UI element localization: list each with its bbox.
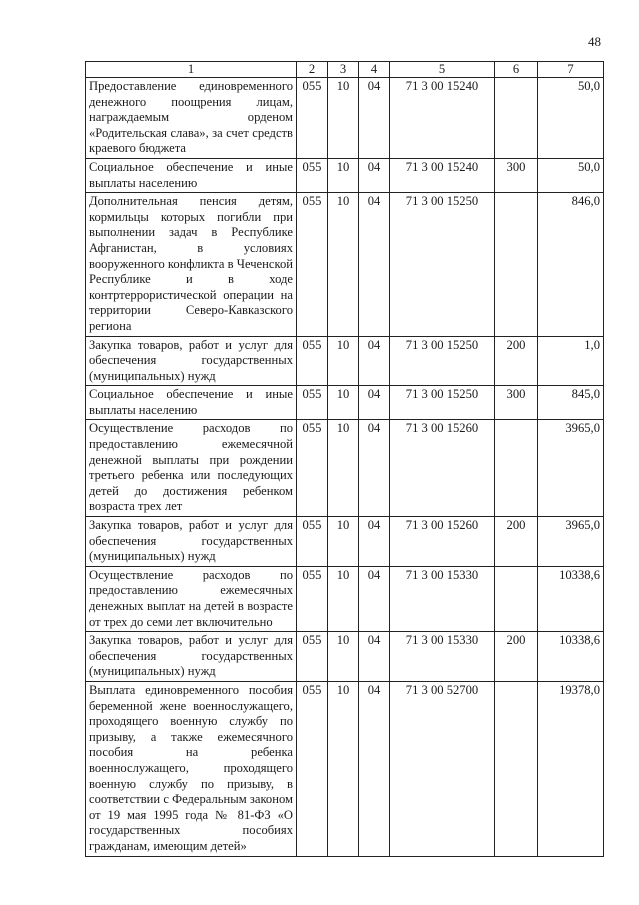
expense-type-code <box>495 420 538 517</box>
ministry-code: 055 <box>297 420 328 517</box>
table-row <box>86 386 604 420</box>
header-cell: 3 <box>328 62 359 78</box>
section-code: 10 <box>328 517 359 567</box>
row-name: Закупка товаров, работ и услуг для обеспечения государственных (муниципальных) нужд <box>86 632 297 682</box>
expense-type-code: 300 <box>495 158 538 192</box>
section-code: 10 <box>328 336 359 386</box>
section-code: 10 <box>328 681 359 856</box>
row-name: Закупка товаров, работ и услуг для обеспечения государственных (муниципальных) нужд <box>86 517 297 567</box>
row-name: Предоставление единовременного денежного поощрения лицам, награждаемым орденом «Родительская слава», за счет средств краевого бюджета <box>86 78 297 159</box>
subsection-code: 04 <box>359 420 390 517</box>
ministry-code: 055 <box>297 386 328 420</box>
section-code: 10 <box>328 193 359 336</box>
subsection-code: 04 <box>359 681 390 856</box>
expense-type-code: 300 <box>495 386 538 420</box>
table-header-row <box>86 62 604 78</box>
table-row <box>86 193 604 336</box>
ministry-code: 055 <box>297 566 328 631</box>
expense-type-code: 200 <box>495 632 538 682</box>
amount: 50,0 <box>538 158 604 192</box>
amount: 10338,6 <box>538 632 604 682</box>
table-row <box>86 336 604 386</box>
ministry-code: 055 <box>297 193 328 336</box>
subsection-code: 04 <box>359 158 390 192</box>
amount: 50,0 <box>538 78 604 159</box>
target-article-code: 71 3 00 15260 <box>390 517 495 567</box>
ministry-code: 055 <box>297 517 328 567</box>
ministry-code: 055 <box>297 336 328 386</box>
section-code: 10 <box>328 158 359 192</box>
row-name: Закупка товаров, работ и услуг для обеспечения государственных (муниципальных) нужд <box>86 336 297 386</box>
target-article-code: 71 3 00 15240 <box>390 158 495 192</box>
expense-type-code: 200 <box>495 517 538 567</box>
target-article-code: 71 3 00 15250 <box>390 336 495 386</box>
amount: 845,0 <box>538 386 604 420</box>
target-article-code: 71 3 00 52700 <box>390 681 495 856</box>
row-name: Осуществление расходов по предоставлению ежемесячных денежных выплат на детей в возрасте от трех до семи лет включительно <box>86 566 297 631</box>
ministry-code: 055 <box>297 632 328 682</box>
section-code: 10 <box>328 386 359 420</box>
ministry-code: 055 <box>297 681 328 856</box>
amount: 19378,0 <box>538 681 604 856</box>
ministry-code: 055 <box>297 78 328 159</box>
table-row <box>86 681 604 856</box>
table-row <box>86 420 604 517</box>
subsection-code: 04 <box>359 386 390 420</box>
table-row <box>86 158 604 192</box>
subsection-code: 04 <box>359 193 390 336</box>
row-name: Осуществление расходов по предоставлению ежемесячной денежной выплаты при рождении третьего ребенка или последующих детей до достижения ребенком возраста трех лет <box>86 420 297 517</box>
header-cell: 2 <box>297 62 328 78</box>
table-row <box>86 632 604 682</box>
amount: 3965,0 <box>538 420 604 517</box>
page-number: 48 <box>588 34 601 49</box>
target-article-code: 71 3 00 15250 <box>390 386 495 420</box>
header-cell: 7 <box>538 62 604 78</box>
expense-type-code <box>495 78 538 159</box>
amount: 1,0 <box>538 336 604 386</box>
expense-type-code: 200 <box>495 336 538 386</box>
header-cell: 1 <box>86 62 297 78</box>
subsection-code: 04 <box>359 566 390 631</box>
table-row <box>86 78 604 159</box>
row-name: Выплата единовременного пособия беременной жене военнослужащего, проходящего военную службу по призыву, а также ежемесячного пособия на ребенка военнослужащего, проходящего военную службу по призыву, в соответствии с Федеральным законом от 19 мая 1995 года № 81-ФЗ «О государственных пособиях гражданам, имеющим детей» <box>86 681 297 856</box>
subsection-code: 04 <box>359 336 390 386</box>
table-row <box>86 517 604 567</box>
amount: 3965,0 <box>538 517 604 567</box>
target-article-code: 71 3 00 15260 <box>390 420 495 517</box>
expense-type-code <box>495 193 538 336</box>
target-article-code: 71 3 00 15330 <box>390 632 495 682</box>
header-cell: 6 <box>495 62 538 78</box>
ministry-code: 055 <box>297 158 328 192</box>
header-cell: 5 <box>390 62 495 78</box>
row-name: Дополнительная пенсия детям, кормильцы которых погибли при выполнении задач в Республике Афганистан, в условиях вооруженного конфликта в Чеченской Республике и в ходе контртеррористической операции на территории Северо-Кавказского региона <box>86 193 297 336</box>
target-article-code: 71 3 00 15330 <box>390 566 495 631</box>
header-cell: 4 <box>359 62 390 78</box>
expense-type-code <box>495 566 538 631</box>
table-row <box>86 566 604 631</box>
amount: 10338,6 <box>538 566 604 631</box>
subsection-code: 04 <box>359 78 390 159</box>
section-code: 10 <box>328 566 359 631</box>
amount: 846,0 <box>538 193 604 336</box>
row-name: Социальное обеспечение и иные выплаты населению <box>86 158 297 192</box>
target-article-code: 71 3 00 15250 <box>390 193 495 336</box>
budget-table <box>85 61 604 857</box>
section-code: 10 <box>328 420 359 517</box>
target-article-code: 71 3 00 15240 <box>390 78 495 159</box>
section-code: 10 <box>328 632 359 682</box>
subsection-code: 04 <box>359 517 390 567</box>
expense-type-code <box>495 681 538 856</box>
subsection-code: 04 <box>359 632 390 682</box>
section-code: 10 <box>328 78 359 159</box>
row-name: Социальное обеспечение и иные выплаты населению <box>86 386 297 420</box>
